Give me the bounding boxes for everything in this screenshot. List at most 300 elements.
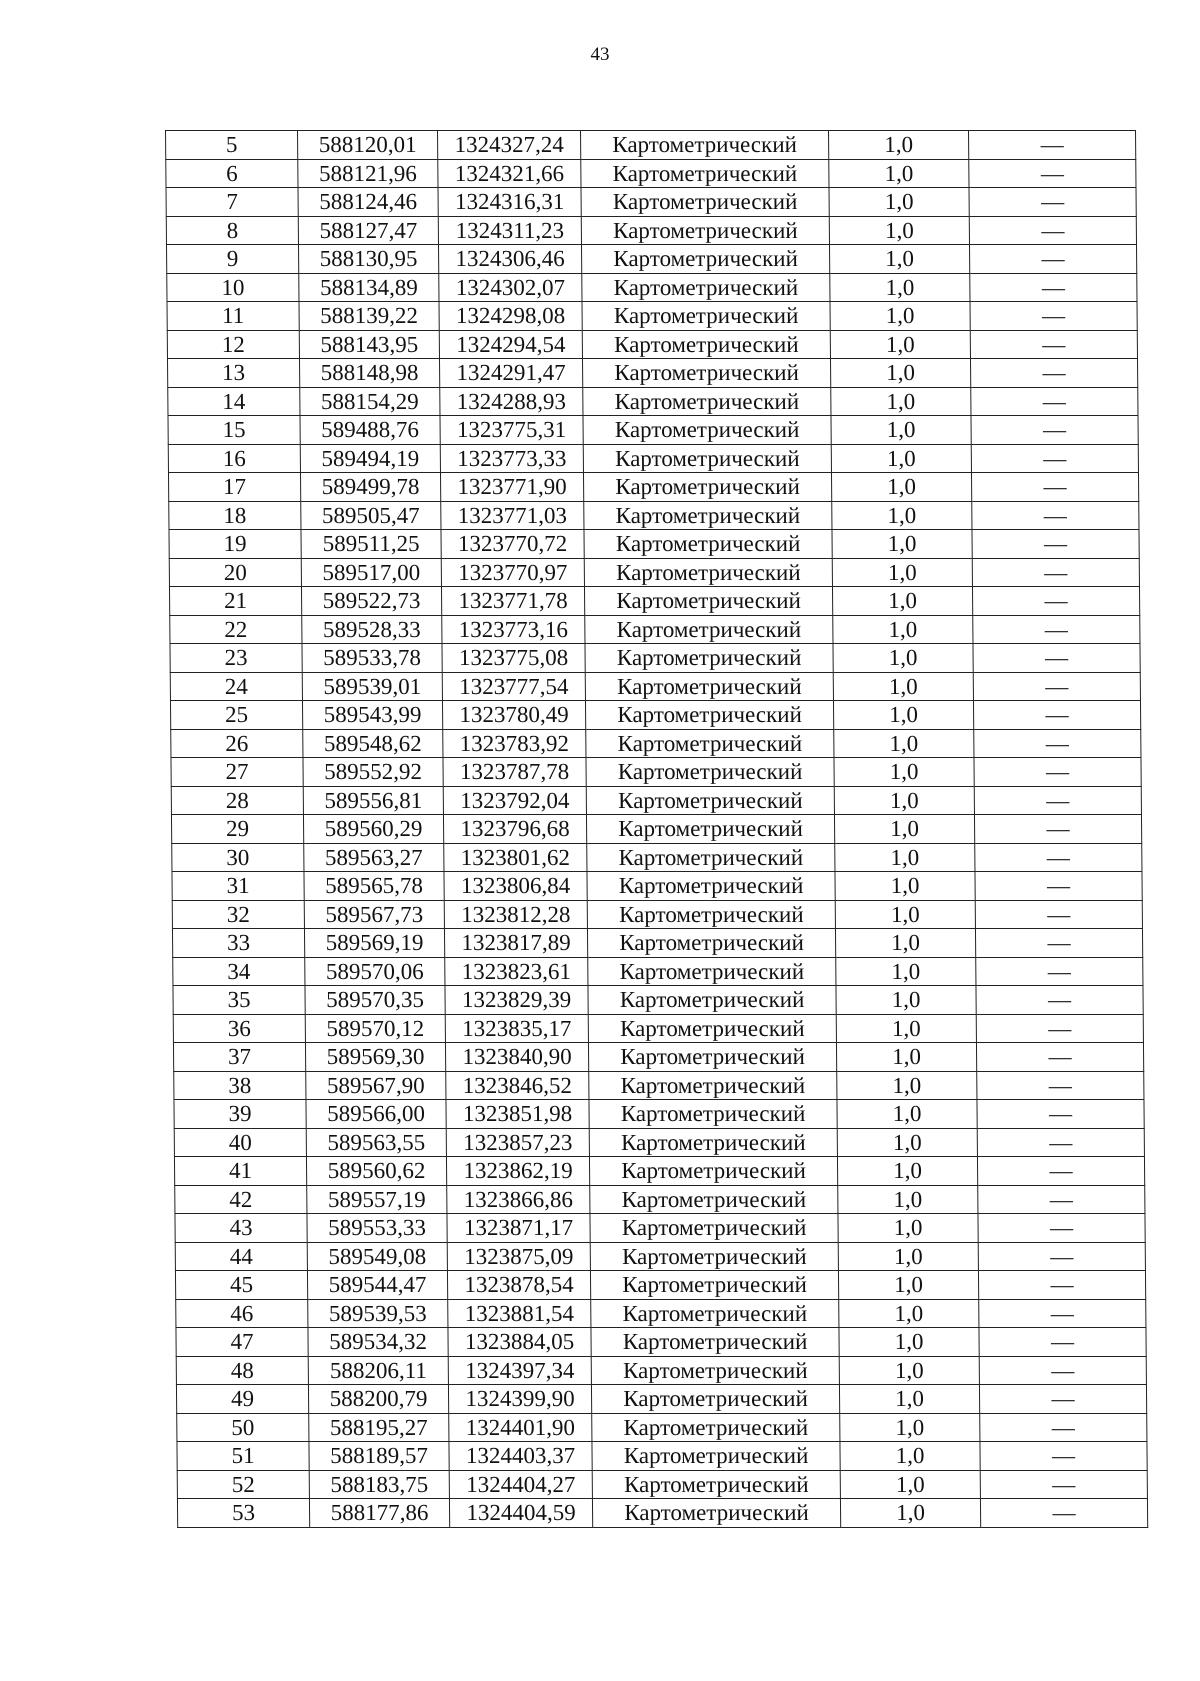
table-row bbox=[166, 159, 1136, 188]
method-cell: Картометрический bbox=[581, 245, 829, 274]
x-coordinate-cell: 589517,00 bbox=[301, 558, 441, 587]
accuracy-cell: 1,0 bbox=[831, 444, 971, 473]
y-coordinate-cell: 1323840,90 bbox=[445, 1043, 588, 1072]
point-number-cell: 27 bbox=[171, 758, 303, 787]
y-coordinate-cell: 1324294,54 bbox=[439, 330, 582, 359]
accuracy-cell: 1,0 bbox=[835, 929, 975, 958]
point-number-cell: 7 bbox=[166, 188, 298, 217]
method-cell: Картометрический bbox=[589, 1157, 837, 1186]
description-cell: — bbox=[980, 1470, 1147, 1499]
point-number-cell: 9 bbox=[166, 245, 298, 274]
method-cell: Картометрический bbox=[587, 900, 835, 929]
x-coordinate-cell: 589566,00 bbox=[306, 1100, 446, 1129]
y-coordinate-cell: 1324298,08 bbox=[439, 302, 582, 331]
x-coordinate-cell: 588148,98 bbox=[299, 359, 439, 388]
table-row bbox=[167, 302, 1137, 331]
table-row bbox=[170, 615, 1140, 644]
y-coordinate-cell: 1323771,78 bbox=[441, 587, 584, 616]
method-cell: Картометрический bbox=[591, 1356, 839, 1385]
y-coordinate-cell: 1323787,78 bbox=[443, 758, 586, 787]
accuracy-cell: 1,0 bbox=[838, 1185, 978, 1214]
y-coordinate-cell: 1323780,49 bbox=[442, 701, 585, 730]
table-row bbox=[173, 986, 1143, 1015]
x-coordinate-cell: 588124,46 bbox=[298, 188, 438, 217]
x-coordinate-cell: 588121,96 bbox=[298, 159, 438, 188]
accuracy-cell: 1,0 bbox=[836, 1043, 976, 1072]
point-number-cell: 46 bbox=[176, 1299, 308, 1328]
y-coordinate-cell: 1323871,17 bbox=[447, 1214, 590, 1243]
point-number-cell: 17 bbox=[168, 473, 300, 502]
y-coordinate-cell: 1324302,07 bbox=[439, 273, 582, 302]
y-coordinate-cell: 1323775,08 bbox=[442, 644, 585, 673]
description-cell: — bbox=[975, 929, 1142, 958]
description-cell: — bbox=[971, 416, 1138, 445]
y-coordinate-cell: 1323875,09 bbox=[447, 1242, 590, 1271]
y-coordinate-cell: 1323773,33 bbox=[440, 444, 583, 473]
accuracy-cell: 1,0 bbox=[830, 359, 970, 388]
method-cell: Картометрический bbox=[592, 1499, 840, 1528]
y-coordinate-cell: 1323770,72 bbox=[441, 530, 584, 559]
accuracy-cell: 1,0 bbox=[840, 1442, 980, 1471]
y-coordinate-cell: 1324327,24 bbox=[438, 131, 581, 160]
x-coordinate-cell: 589534,32 bbox=[308, 1328, 448, 1357]
table-row bbox=[176, 1328, 1146, 1357]
y-coordinate-cell: 1324311,23 bbox=[438, 216, 581, 245]
point-number-cell: 37 bbox=[173, 1043, 305, 1072]
accuracy-cell: 1,0 bbox=[833, 701, 973, 730]
description-cell: — bbox=[969, 216, 1136, 245]
table-row bbox=[170, 644, 1140, 673]
point-number-cell: 48 bbox=[176, 1356, 308, 1385]
method-cell: Картометрический bbox=[587, 843, 835, 872]
table-row bbox=[168, 444, 1138, 473]
y-coordinate-cell: 1323881,54 bbox=[448, 1299, 591, 1328]
accuracy-cell: 1,0 bbox=[830, 273, 970, 302]
accuracy-cell: 1,0 bbox=[832, 587, 972, 616]
accuracy-cell: 1,0 bbox=[838, 1242, 978, 1271]
x-coordinate-cell: 588183,75 bbox=[309, 1470, 449, 1499]
description-cell: — bbox=[980, 1413, 1147, 1442]
point-number-cell: 21 bbox=[169, 587, 301, 616]
method-cell: Картометрический bbox=[592, 1442, 840, 1471]
x-coordinate-cell: 589533,78 bbox=[302, 644, 442, 673]
description-cell: — bbox=[978, 1185, 1145, 1214]
y-coordinate-cell: 1324397,34 bbox=[448, 1356, 591, 1385]
accuracy-cell: 1,0 bbox=[833, 615, 973, 644]
description-cell: — bbox=[969, 188, 1136, 217]
method-cell: Картометрический bbox=[588, 986, 836, 1015]
x-coordinate-cell: 588127,47 bbox=[298, 216, 438, 245]
x-coordinate-cell: 588143,95 bbox=[299, 330, 439, 359]
table-row bbox=[176, 1385, 1146, 1414]
accuracy-cell: 1,0 bbox=[840, 1499, 980, 1528]
point-number-cell: 50 bbox=[177, 1413, 309, 1442]
method-cell: Картометрический bbox=[586, 815, 834, 844]
table-row bbox=[168, 473, 1138, 502]
method-cell: Картометрический bbox=[588, 1014, 836, 1043]
description-cell: — bbox=[979, 1328, 1146, 1357]
point-number-cell: 36 bbox=[173, 1014, 305, 1043]
y-coordinate-cell: 1324288,93 bbox=[440, 387, 583, 416]
method-cell: Картометрический bbox=[583, 387, 831, 416]
accuracy-cell: 1,0 bbox=[830, 330, 970, 359]
table-row bbox=[176, 1356, 1146, 1385]
y-coordinate-cell: 1323878,54 bbox=[447, 1271, 590, 1300]
point-number-cell: 30 bbox=[172, 843, 304, 872]
method-cell: Картометрический bbox=[584, 558, 832, 587]
y-coordinate-cell: 1323773,16 bbox=[442, 615, 585, 644]
description-cell: — bbox=[969, 131, 1136, 160]
description-cell: — bbox=[977, 1157, 1144, 1186]
description-cell: — bbox=[970, 273, 1137, 302]
point-number-cell: 29 bbox=[171, 815, 303, 844]
x-coordinate-cell: 588134,89 bbox=[299, 273, 439, 302]
table-row bbox=[175, 1271, 1145, 1300]
accuracy-cell: 1,0 bbox=[833, 672, 973, 701]
coordinates-table-body bbox=[166, 131, 1148, 1528]
table-row bbox=[171, 729, 1141, 758]
point-number-cell: 44 bbox=[175, 1242, 307, 1271]
method-cell: Картометрический bbox=[582, 359, 830, 388]
point-number-cell: 40 bbox=[174, 1128, 306, 1157]
point-number-cell: 53 bbox=[177, 1499, 309, 1528]
method-cell: Картометрический bbox=[584, 530, 832, 559]
point-number-cell: 31 bbox=[172, 872, 304, 901]
table-row bbox=[168, 387, 1138, 416]
method-cell: Картометрический bbox=[582, 273, 830, 302]
accuracy-cell: 1,0 bbox=[830, 302, 970, 331]
x-coordinate-cell: 589548,62 bbox=[303, 729, 443, 758]
x-coordinate-cell: 589528,33 bbox=[302, 615, 442, 644]
accuracy-cell: 1,0 bbox=[832, 530, 972, 559]
description-cell: — bbox=[974, 815, 1141, 844]
x-coordinate-cell: 589565,78 bbox=[304, 872, 444, 901]
x-coordinate-cell: 589539,53 bbox=[308, 1299, 448, 1328]
y-coordinate-cell: 1324316,31 bbox=[438, 188, 581, 217]
point-number-cell: 49 bbox=[176, 1385, 308, 1414]
method-cell: Картометрический bbox=[585, 701, 833, 730]
method-cell: Картометрический bbox=[585, 615, 833, 644]
y-coordinate-cell: 1323777,54 bbox=[442, 672, 585, 701]
y-coordinate-cell: 1323801,62 bbox=[444, 843, 587, 872]
description-cell: — bbox=[973, 644, 1140, 673]
method-cell: Картометрический bbox=[582, 302, 830, 331]
y-coordinate-cell: 1324404,59 bbox=[449, 1499, 592, 1528]
method-cell: Картометрический bbox=[588, 957, 836, 986]
point-number-cell: 38 bbox=[174, 1071, 306, 1100]
x-coordinate-cell: 589511,25 bbox=[301, 530, 441, 559]
accuracy-cell: 1,0 bbox=[829, 159, 969, 188]
table-row bbox=[173, 957, 1143, 986]
method-cell: Картометрический bbox=[590, 1271, 838, 1300]
description-cell: — bbox=[979, 1385, 1146, 1414]
method-cell: Картометрический bbox=[591, 1299, 839, 1328]
method-cell: Картометрический bbox=[586, 786, 834, 815]
x-coordinate-cell: 589560,29 bbox=[303, 815, 443, 844]
accuracy-cell: 1,0 bbox=[832, 558, 972, 587]
method-cell: Картометрический bbox=[586, 729, 834, 758]
y-coordinate-cell: 1324404,27 bbox=[449, 1470, 592, 1499]
table-row bbox=[166, 245, 1136, 274]
x-coordinate-cell: 589563,27 bbox=[304, 843, 444, 872]
y-coordinate-cell: 1323862,19 bbox=[446, 1157, 589, 1186]
x-coordinate-cell: 589544,47 bbox=[307, 1271, 447, 1300]
table-row bbox=[173, 1014, 1143, 1043]
table-row bbox=[171, 815, 1141, 844]
table-row bbox=[174, 1128, 1144, 1157]
accuracy-cell: 1,0 bbox=[840, 1413, 980, 1442]
x-coordinate-cell: 589570,06 bbox=[305, 957, 445, 986]
accuracy-cell: 1,0 bbox=[837, 1157, 977, 1186]
point-number-cell: 42 bbox=[175, 1185, 307, 1214]
point-number-cell: 6 bbox=[166, 159, 298, 188]
x-coordinate-cell: 588195,27 bbox=[309, 1413, 449, 1442]
table-row bbox=[177, 1499, 1147, 1528]
description-cell: — bbox=[978, 1242, 1145, 1271]
description-cell: — bbox=[980, 1442, 1147, 1471]
method-cell: Картометрический bbox=[590, 1214, 838, 1243]
table-row bbox=[169, 558, 1139, 587]
x-coordinate-cell: 589570,12 bbox=[305, 1014, 445, 1043]
method-cell: Картометрический bbox=[585, 644, 833, 673]
point-number-cell: 11 bbox=[167, 302, 299, 331]
point-number-cell: 34 bbox=[173, 957, 305, 986]
point-number-cell: 5 bbox=[166, 131, 298, 160]
method-cell: Картометрический bbox=[581, 131, 829, 160]
method-cell: Картометрический bbox=[581, 188, 829, 217]
x-coordinate-cell: 589557,19 bbox=[307, 1185, 447, 1214]
x-coordinate-cell: 589499,78 bbox=[300, 473, 440, 502]
y-coordinate-cell: 1323783,92 bbox=[443, 729, 586, 758]
point-number-cell: 43 bbox=[175, 1214, 307, 1243]
table-row bbox=[169, 530, 1139, 559]
table-row bbox=[175, 1214, 1145, 1243]
method-cell: Картометрический bbox=[583, 416, 831, 445]
y-coordinate-cell: 1323851,98 bbox=[446, 1100, 589, 1129]
accuracy-cell: 1,0 bbox=[836, 1014, 976, 1043]
accuracy-cell: 1,0 bbox=[834, 729, 974, 758]
point-number-cell: 25 bbox=[170, 701, 302, 730]
method-cell: Картометрический bbox=[584, 587, 832, 616]
description-cell: — bbox=[972, 530, 1139, 559]
accuracy-cell: 1,0 bbox=[834, 815, 974, 844]
x-coordinate-cell: 589494,19 bbox=[300, 444, 440, 473]
table-row bbox=[168, 416, 1138, 445]
accuracy-cell: 1,0 bbox=[837, 1100, 977, 1129]
table-row bbox=[175, 1185, 1145, 1214]
y-coordinate-cell: 1323823,61 bbox=[445, 957, 588, 986]
x-coordinate-cell: 588154,29 bbox=[300, 387, 440, 416]
table-row bbox=[174, 1157, 1144, 1186]
method-cell: Картометрический bbox=[589, 1128, 837, 1157]
accuracy-cell: 1,0 bbox=[835, 900, 975, 929]
page-number: 43 bbox=[590, 44, 610, 65]
point-number-cell: 8 bbox=[166, 216, 298, 245]
x-coordinate-cell: 588177,86 bbox=[309, 1499, 449, 1528]
point-number-cell: 23 bbox=[170, 644, 302, 673]
table-row bbox=[169, 501, 1139, 530]
accuracy-cell: 1,0 bbox=[835, 843, 975, 872]
point-number-cell: 35 bbox=[173, 986, 305, 1015]
accuracy-cell: 1,0 bbox=[834, 786, 974, 815]
method-cell: Картометрический bbox=[590, 1242, 838, 1271]
table-row bbox=[176, 1299, 1146, 1328]
table-row bbox=[171, 786, 1141, 815]
point-number-cell: 51 bbox=[177, 1442, 309, 1471]
accuracy-cell: 1,0 bbox=[835, 872, 975, 901]
point-number-cell: 18 bbox=[169, 501, 301, 530]
description-cell: — bbox=[970, 302, 1137, 331]
accuracy-cell: 1,0 bbox=[838, 1271, 978, 1300]
accuracy-cell: 1,0 bbox=[834, 758, 974, 787]
method-cell: Картометрический bbox=[592, 1470, 840, 1499]
description-cell: — bbox=[980, 1499, 1147, 1528]
table-row bbox=[171, 758, 1141, 787]
y-coordinate-cell: 1324399,90 bbox=[448, 1385, 591, 1414]
table-row bbox=[170, 672, 1140, 701]
table-row bbox=[172, 872, 1142, 901]
table-row bbox=[167, 359, 1137, 388]
table-row bbox=[166, 131, 1136, 160]
description-cell: — bbox=[973, 701, 1140, 730]
accuracy-cell: 1,0 bbox=[836, 957, 976, 986]
x-coordinate-cell: 589552,92 bbox=[303, 758, 443, 787]
x-coordinate-cell: 589563,55 bbox=[306, 1128, 446, 1157]
point-number-cell: 22 bbox=[170, 615, 302, 644]
description-cell: — bbox=[976, 986, 1143, 1015]
method-cell: Картометрический bbox=[587, 872, 835, 901]
y-coordinate-cell: 1324321,66 bbox=[438, 159, 581, 188]
y-coordinate-cell: 1324306,46 bbox=[438, 245, 581, 274]
x-coordinate-cell: 589567,90 bbox=[306, 1071, 446, 1100]
x-coordinate-cell: 589560,62 bbox=[306, 1157, 446, 1186]
description-cell: — bbox=[972, 501, 1139, 530]
x-coordinate-cell: 589569,19 bbox=[304, 929, 444, 958]
table-row bbox=[170, 701, 1140, 730]
accuracy-cell: 1,0 bbox=[829, 245, 969, 274]
description-cell: — bbox=[975, 843, 1142, 872]
method-cell: Картометрический bbox=[587, 929, 835, 958]
point-number-cell: 52 bbox=[177, 1470, 309, 1499]
y-coordinate-cell: 1323806,84 bbox=[444, 872, 587, 901]
x-coordinate-cell: 589522,73 bbox=[301, 587, 441, 616]
method-cell: Картометрический bbox=[591, 1328, 839, 1357]
table-row bbox=[174, 1100, 1144, 1129]
y-coordinate-cell: 1323796,68 bbox=[443, 815, 586, 844]
y-coordinate-cell: 1323792,04 bbox=[443, 786, 586, 815]
description-cell: — bbox=[976, 1043, 1143, 1072]
y-coordinate-cell: 1323884,05 bbox=[448, 1328, 591, 1357]
accuracy-cell: 1,0 bbox=[837, 1128, 977, 1157]
x-coordinate-cell: 589505,47 bbox=[301, 501, 441, 530]
y-coordinate-cell: 1323770,97 bbox=[441, 558, 584, 587]
accuracy-cell: 1,0 bbox=[831, 416, 971, 445]
point-number-cell: 15 bbox=[168, 416, 300, 445]
description-cell: — bbox=[969, 159, 1136, 188]
x-coordinate-cell: 589549,08 bbox=[307, 1242, 447, 1271]
point-number-cell: 33 bbox=[172, 929, 304, 958]
accuracy-cell: 1,0 bbox=[840, 1470, 980, 1499]
point-number-cell: 13 bbox=[167, 359, 299, 388]
point-number-cell: 39 bbox=[174, 1100, 306, 1129]
point-number-cell: 20 bbox=[169, 558, 301, 587]
description-cell: — bbox=[974, 786, 1141, 815]
description-cell: — bbox=[979, 1299, 1146, 1328]
table-row bbox=[177, 1442, 1147, 1471]
method-cell: Картометрический bbox=[581, 159, 829, 188]
x-coordinate-cell: 589556,81 bbox=[303, 786, 443, 815]
point-number-cell: 16 bbox=[168, 444, 300, 473]
method-cell: Картометрический bbox=[588, 1043, 836, 1072]
description-cell: — bbox=[979, 1356, 1146, 1385]
method-cell: Картометрический bbox=[582, 330, 830, 359]
description-cell: — bbox=[969, 245, 1136, 274]
accuracy-cell: 1,0 bbox=[839, 1299, 979, 1328]
y-coordinate-cell: 1323771,03 bbox=[441, 501, 584, 530]
method-cell: Картометрический bbox=[591, 1385, 839, 1414]
x-coordinate-cell: 589488,76 bbox=[300, 416, 440, 445]
point-number-cell: 19 bbox=[169, 530, 301, 559]
coordinates-table bbox=[165, 130, 1148, 1528]
method-cell: Картометрический bbox=[589, 1071, 837, 1100]
accuracy-cell: 1,0 bbox=[829, 216, 969, 245]
accuracy-cell: 1,0 bbox=[829, 131, 969, 160]
description-cell: — bbox=[975, 872, 1142, 901]
accuracy-cell: 1,0 bbox=[837, 1071, 977, 1100]
description-cell: — bbox=[972, 558, 1139, 587]
x-coordinate-cell: 588206,11 bbox=[308, 1356, 448, 1385]
x-coordinate-cell: 588130,95 bbox=[298, 245, 438, 274]
description-cell: — bbox=[974, 758, 1141, 787]
y-coordinate-cell: 1324403,37 bbox=[449, 1442, 592, 1471]
description-cell: — bbox=[976, 1014, 1143, 1043]
y-coordinate-cell: 1324291,47 bbox=[439, 359, 582, 388]
table-row bbox=[169, 587, 1139, 616]
accuracy-cell: 1,0 bbox=[836, 986, 976, 1015]
accuracy-cell: 1,0 bbox=[831, 473, 971, 502]
method-cell: Картометрический bbox=[585, 672, 833, 701]
point-number-cell: 32 bbox=[172, 900, 304, 929]
x-coordinate-cell: 588189,57 bbox=[309, 1442, 449, 1471]
description-cell: — bbox=[970, 330, 1137, 359]
method-cell: Картометрический bbox=[581, 216, 829, 245]
x-coordinate-cell: 588139,22 bbox=[299, 302, 439, 331]
y-coordinate-cell: 1323817,89 bbox=[444, 929, 587, 958]
description-cell: — bbox=[972, 587, 1139, 616]
y-coordinate-cell: 1323829,39 bbox=[445, 986, 588, 1015]
table-row bbox=[172, 843, 1142, 872]
table-row bbox=[167, 273, 1137, 302]
table-row bbox=[166, 188, 1136, 217]
description-cell: — bbox=[978, 1271, 1145, 1300]
point-number-cell: 12 bbox=[167, 330, 299, 359]
description-cell: — bbox=[971, 444, 1138, 473]
table-row bbox=[174, 1071, 1144, 1100]
description-cell: — bbox=[971, 473, 1138, 502]
description-cell: — bbox=[974, 729, 1141, 758]
method-cell: Картометрический bbox=[583, 473, 831, 502]
method-cell: Картометрический bbox=[583, 444, 831, 473]
point-number-cell: 10 bbox=[167, 273, 299, 302]
accuracy-cell: 1,0 bbox=[833, 644, 973, 673]
point-number-cell: 47 bbox=[176, 1328, 308, 1357]
description-cell: — bbox=[976, 957, 1143, 986]
table-row bbox=[166, 216, 1136, 245]
method-cell: Картометрический bbox=[590, 1185, 838, 1214]
x-coordinate-cell: 589570,35 bbox=[305, 986, 445, 1015]
accuracy-cell: 1,0 bbox=[829, 188, 969, 217]
x-coordinate-cell: 589543,99 bbox=[302, 701, 442, 730]
